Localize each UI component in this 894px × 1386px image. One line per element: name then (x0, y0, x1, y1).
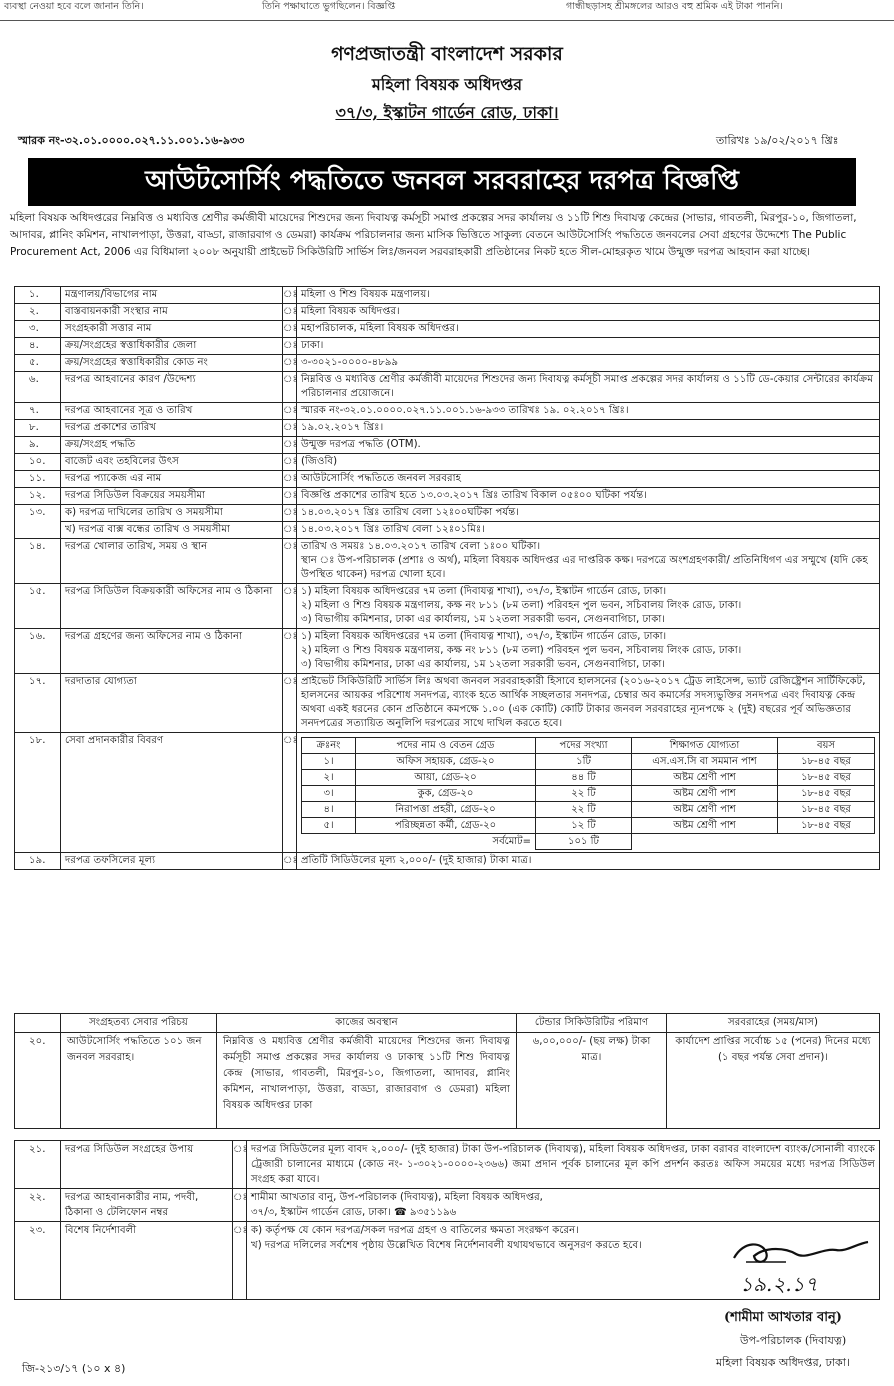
instruction-b: খ) দরপত্র দলিলের সর্বশেষ পৃষ্ঠায় উল্লেখিত বিশেষ নির্দেশনাবলী যথাযথভাবে অনুসরণ করতে হবে। (251, 1240, 642, 1251)
staff-cell: ৪৪ টি (536, 770, 632, 786)
table-row: ৯. ক্রয়/সংগ্রহ পদ্ধতি ঃ উন্মুক্ত দরপত্র পদ্ধতি (OTM). (15, 437, 880, 454)
staff-row (302, 754, 875, 770)
row-label: দরপত্র তফসিলের মূল্য (61, 853, 283, 870)
staff-cell: নিরাপত্তা প্রহরী, গ্রেড-২০ (356, 802, 536, 818)
staff-cell: ১। (302, 754, 356, 770)
staff-col-header: পদের সংখ্যা (536, 738, 632, 754)
staff-cell: আয়া, গ্রেড-২০ (356, 770, 536, 786)
table-row: ১. মন্ত্রণালয়/বিভাগের নাম ঃ মহিলা ও শিশু বিষয়ক মন্ত্রণালয়। (15, 287, 880, 304)
table-row: ৪. ক্রয়/সংগ্রহের স্বত্তাধিকারীর জেলা ঃ ঢাকা। (15, 338, 880, 355)
row-number: ২০. (15, 1033, 61, 1129)
issuer-name: শামীমা আখতার বানু, উপ-পরিচালক (দিবাযত্ন), মহিলা বিষয়ক অধিদপ্তর, (251, 1192, 543, 1203)
table-row: ১২. দরপত্র সিডিউল বিক্রয়ের সময়সীমা ঃ বিজ্ঞপ্তি প্রকাশের তারিখ হতে ১৩.০৩.২০১৭ খ্রিঃ তারিখ বিকাল ০৫ঃ০০ ঘটিকা পর্যন্ত। (15, 488, 880, 505)
row-label: বিশেষ নির্দেশাবলী (61, 1222, 233, 1300)
footer-code: জি-২১৩/১৭ (১০ x ৪) (22, 1362, 126, 1375)
row-label: বাজেট এবং তহবিলের উৎস (61, 454, 283, 471)
row-value: আউটসোর্সিং পদ্ধতিতে জনবল সরবরাহ (297, 471, 880, 488)
row-number: ১৭. (15, 674, 61, 733)
table-row: ১০. বাজেট এবং তহবিলের উৎস ঃ (জিওবি) (15, 454, 880, 471)
staff-cell: ৪। (302, 802, 356, 818)
table-row: ১১. দরপত্র প্যাকেজ এর নাম ঃ আউটসোর্সিং পদ্ধতিতে জনবল সরবরাহ (15, 471, 880, 488)
signer-name: (শামীমা আখতার বানু) (724, 1310, 842, 1325)
table-row-21: ২১. দরপত্র সিডিউল সংগ্রহের উপায় ঃ দরপত্র সিডিউলের মূল্য বাবদ ২,০০০/- (দুই হাজার) টাকা উপ-পরিচালক (দিবাযত্ন), মহিলা বিষয়ক অধিদপ্তর, ঢাকা বরাবর বাংলাদেশ ব্যাংক/সোনালী ব্যাংকে ট্রেজারী চালানের মাধ্যমে (কোড নং- ১-৩০২১-০০০০-২৩৬৬) জমা প্রদান পূর্বক চালানের মূল কপি প্রদর্শন করতঃ অফিস সময়ের মধ্যে দরপত্র সিডিউল সংগ্রহ করা যাবে। (15, 1141, 880, 1189)
row-value: মহাপরিচালক, মহিলা বিষয়ক অধিদপ্তর। (297, 321, 880, 338)
opening-place: স্থান ঃ উপ-পরিচালক (প্রশাঃ ও অর্থ), মহিলা বিষয়ক অধিদপ্তর এর দাপ্তরিক কক্ষ। দরপত্রে অংশগ্রহণকারী/ প্রতিনিধিগণ এর সম্মুখে (যদি কেহ উপস্থিত থাকেন) দরপত্র খোলা হবে। (301, 555, 868, 580)
staff-row (302, 802, 875, 818)
service-identity: আউটসোর্সিং পদ্ধতিতে ১০১ জন জনবল সরবরাহ। (61, 1033, 217, 1129)
table-row: ২. বাস্তবায়নকারী সংস্থার নাম ঃ মহিলা বিষয়ক অধিদপ্তর। (15, 304, 880, 321)
row-number: ১২. (15, 488, 61, 505)
row-label: দরপত্র খোলার তারিখ, সময় ও স্থান (61, 539, 283, 584)
row-number: ১৫. (15, 584, 61, 629)
row-label: সেবা প্রদানকারীর বিবরণ (61, 733, 283, 853)
row-number: ২২. (15, 1189, 61, 1222)
address-item: ৩) বিভাগীয় কমিশনার, ঢাকা এর কার্যালয়, ১ম ১২তলা সরকারী ভবন, সেগুনবাগিচা, ঢাকা। (301, 659, 665, 670)
table-row: ৬. দরপত্র আহবানের কারণ /উদ্দেশ্য ঃ নিম্নবিত্ত ও মধ্যবিত্ত শ্রেণীর কর্মজীবী মায়েদের শিশুদের জন্য দিবাযত্ন কর্মসূচী সমাপ্ত প্রকল্পের সদর কার্যালয় ও ১১টি ডে-কেয়ার সেন্টারের কার্যক্রম পরিচালনার প্রয়োজনে। (15, 372, 880, 403)
top-strip-left: ব্যবস্থা নেওয়া হবে বলে জানান তিনি। (4, 1, 144, 12)
staff-cell: অষ্টম শ্রেণী পাশ (632, 818, 778, 834)
col-header: সংগ্রহতব্য সেবার পরিচয় (61, 1014, 217, 1033)
row-number: ৪. (15, 338, 61, 355)
total-value: ১০১ টি (536, 834, 632, 850)
row-number: ১৬. (15, 629, 61, 674)
staff-cell: এস.এস.সি বা সমমান পাশ (632, 754, 778, 770)
table-row-13a: ১৩. ক) দরপত্র দাখিলের তারিখ ও সময়সীমা ঃ ১৪.০৩.২০১৭ খ্রিঃ তারিখ বেলা ১২ঃ০০ঘটিকা পর্যন্ত। (15, 505, 880, 522)
staff-cell: ১টি (536, 754, 632, 770)
service-header-row (15, 1014, 880, 1033)
row-label: দরপত্র প্যাকেজ এর নাম (61, 471, 283, 488)
staff-cell: ৩। (302, 786, 356, 802)
row-value: মহিলা ও শিশু বিষয়ক মন্ত্রণালয়। (297, 287, 880, 304)
row-value: ১৯.০২.২০১৭ খ্রিঃ। (297, 420, 880, 437)
table-row: ৭. দরপত্র আহবানের সূত্র ও তারিখ ঃ স্মারক নং-৩২.০১.০০০০.০২৭.১১.০০১.১৬-৯৩৩ তারিখঃ ১৯. ০২.২০১৭ খ্রিঃ। (15, 403, 880, 420)
staff-row (302, 818, 875, 834)
row-label: দরপত্র আহবানের সূত্র ও তারিখ (61, 403, 283, 420)
table-row-14: ১৪. দরপত্র খোলার তারিখ, সময় ও স্থান ঃ তারিখ ও সময়ঃ ১৪.০৩.২০১৭ তারিখ বেলা ১ঃ০০ ঘটিকা। স্থান ঃ উপ-পরিচালক (প্রশাঃ ও অর্থ), মহিলা বিষয়ক অধিদপ্তর এর দাপ্তরিক কক্ষ। দরপত্রে অংশগ্রহণকারী/ প্রতিনিধিগণ এর সম্মুখে (যদি কেহ উপস্থিত থাকেন) দরপত্র খোলা হবে। (15, 539, 880, 584)
staff-total-row (302, 834, 875, 850)
table-row-17: ১৭. দরদাতার যোগ্যতা ঃ প্রাইভেট সিকিউরিটি সার্ভিস লিঃ অথবা জনবল সরবরাহকারী হিসাবে হালসনের (২০১৬-২০১৭ ট্রেড লাইসেন্স, ভ্যাট রেজিষ্ট্রেশন সার্টিফিকেট, হালসনের আয়কর পরিশোধ সনদপত্র, ব্যাংক হতে আর্থিক সচ্ছলতার সনদপত্র, চেম্বার অব কমার্সের সদস্যভুক্তির সনদপত্র এবং দিবাযত্ন কেন্দ্র অথবা একই ধরনের কোন প্রতিষ্ঠানে কমপক্ষে ১.০০ (এক কোটি) কোটি টাকার জনবল সরবরাহের ন্যূনপক্ষে ২ (দুই) বছরের পূর্ব অভিজ্ঞতার সনদপত্রের সত্যায়িত অনুলিপি দরপত্রের সাথে দাখিল করতে হবে। (15, 674, 880, 733)
row-value: নিম্নবিত্ত ও মধ্যবিত্ত শ্রেণীর কর্মজীবী মায়েদের শিশুদের জন্য দিবাযত্ন কর্মসূচী সমাপ্ত প্রকল্পের সদর কার্যালয় ও ১১টি ডে-কেয়ার সেন্টারের কার্যক্রম পরিচালনার প্রয়োজনে। (297, 372, 880, 403)
row-label: সংগ্রহকারী সত্তার নাম (61, 321, 283, 338)
top-strip (0, 0, 894, 30)
row-value: উন্মুক্ত দরপত্র পদ্ধতি (OTM). (297, 437, 880, 454)
row-number: ৯. (15, 437, 61, 454)
row-value: ৩-৩০২১-০০০০-৪৮৯৯ (297, 355, 880, 372)
staff-table (301, 737, 875, 850)
col-header: কাজের অবস্থান (217, 1014, 517, 1033)
service-row (15, 1033, 880, 1129)
table-row: ৩. সংগ্রহকারী সত্তার নাম ঃ মহাপরিচালক, মহিলা বিষয়ক অধিদপ্তর। (15, 321, 880, 338)
staff-cell: ১৮-৪৫ বছর (778, 770, 875, 786)
instruction-a: ক) কর্তৃপক্ষ যে কোন দরপত্র/সকল দরপত্র গ্রহণ ও বাতিলের ক্ষমতা সংরক্ষণ করেন। (251, 1225, 579, 1236)
table-row-16: ১৬. দরপত্র গ্রহণের জন্য অফিসের নাম ও ঠিকানা ঃ ১) মহিলা বিষয়ক অধিদপ্তরের ৭ম তলা (দিবাযত্ন শাখা), ৩৭/৩, ইস্কাটন গার্ডেন রোড, ঢাকা। ২) মহিলা ও শিশু বিষয়ক মন্ত্রণালয়, কক্ষ নং ৮১১ (৮ম তলা) পরিবহন পুল ভবন, সচিবালয় লিংক রোড, ঢাকা। ৩) বিভাগীয় কমিশনার, ঢাকা এর কার্যালয়, ১ম ১২তলা সরকারী ভবন, সেগুনবাগিচা, ঢাকা। (15, 629, 880, 674)
row-number: ৬. (15, 372, 61, 403)
row-number: ২৩. (15, 1222, 61, 1300)
staff-row (302, 770, 875, 786)
table-row-22: ২২. দরপত্র আহবানকারীর নাম, পদবী, ঠিকানা ও টেলিফোন নম্বর ঃ শামীমা আখতার বানু, উপ-পরিচালক (দিবাযত্ন), মহিলা বিষয়ক অধিদপ্তর, ৩৭/৩, ইস্কাটন গার্ডেন রোড, ঢাকা। ☎ ৯৩৫১১৯৬ (15, 1189, 880, 1222)
signer-office: মহিলা বিষয়ক অধিদপ্তর, ঢাকা। (716, 1356, 850, 1369)
row-value: ঢাকা। (297, 338, 880, 355)
row-value: স্মারক নং-৩২.০১.০০০০.০২৭.১১.০০১.১৬-৯৩৩ তারিখঃ ১৯. ০২.২০১৭ খ্রিঃ। (297, 403, 880, 420)
issuer-address: ৩৭/৩, ইস্কাটন গার্ডেন রোড, ঢাকা। ☎ ৯৩৫১১৯৬ (251, 1207, 457, 1218)
table-row: ৮. দরপত্র প্রকাশের তারিখ ঃ ১৯.০২.২০১৭ খ্রিঃ। (15, 420, 880, 437)
row-label: দরপত্র প্রকাশের তারিখ (61, 420, 283, 437)
top-divider (0, 20, 894, 21)
row-value (297, 584, 880, 629)
row-value: ১৪.০৩.২০১৭ খ্রিঃ তারিখ বেলা ১২ঃ০০ঘটিকা পর্যন্ত। (297, 505, 880, 522)
staff-col-header: ক্রঃনং (302, 738, 356, 754)
row-number: ২. (15, 304, 61, 321)
govt-title: গণপ্রজাতন্ত্রী বাংলাদেশ সরকার (331, 43, 563, 65)
row-number: ৩. (15, 321, 61, 338)
row-label: ক) দরপত্র দাখিলের তারিখ ও সময়সীমা (61, 505, 283, 522)
row-number: ৭. (15, 403, 61, 420)
staff-cell: ১৮-৪৫ বছর (778, 818, 875, 834)
row-number: ১৩. (15, 505, 61, 539)
row-number: ৮. (15, 420, 61, 437)
row-value: দরপত্র সিডিউলের মূল্য বাবদ ২,০০০/- (দুই হাজার) টাকা উপ-পরিচালক (দিবাযত্ন), মহিলা বিষয়ক অধিদপ্তর, ঢাকা বরাবর বাংলাদেশ ব্যাংক/সোনালী ব্যাংকে ট্রেজারী চালানের মাধ্যমে (কোড নং- ১-৩০২১-০০০০-২৩৬৬) জমা প্রদান পূর্বক চালানের মূল কপি প্রদর্শন করতঃ অফিস সময়ের মধ্যে দরপত্র সিডিউল সংগ্রহ করা যাবে। (247, 1141, 880, 1189)
staff-cell: ১৮-৪৫ বছর (778, 754, 875, 770)
staff-cell: অফিস সহায়ক, গ্রেড-২০ (356, 754, 536, 770)
staff-cell: ৫। (302, 818, 356, 834)
row-label: বাস্তবায়নকারী সংস্থার নাম (61, 304, 283, 321)
staff-cell: ১২ টি (536, 818, 632, 834)
row-number: ১০. (15, 454, 61, 471)
supply-time: কার্যাদেশ প্রাপ্তির সর্বোচ্চ ১৫ (পনের) দিনের মধ্যে (১ বছর পর্যন্ত সেবা প্রদান)। (667, 1033, 880, 1129)
department-title: মহিলা বিষয়ক অধিদপ্তর (371, 75, 523, 94)
memo-date: তারিখঃ ১৯/০২/২০১৭ খ্রিঃ (716, 134, 839, 147)
table-row-15: ১৫. দরপত্র সিডিউল বিক্রয়কারী অফিসের নাম ও ঠিকানা ঃ ১) মহিলা বিষয়ক অধিদপ্তরের ৭ম তলা (দিবাযত্ন শাখা), ৩৭/৩, ইস্কাটন গার্ডেন রোড, ঢাকা। ২) মহিলা ও শিশু বিষয়ক মন্ত্রণালয়, কক্ষ নং ৮১১ (৮ম তলা) পরিবহন পুল ভবন, সচিবালয় লিংক রোড, ঢাকা। ৩) বিভাগীয় কমিশনার, ঢাকা এর কার্যালয়, ১ম ১২তলা সরকারী ভবন, সেগুনবাগিচা, ঢাকা। (15, 584, 880, 629)
memo-number: স্মারক নং-৩২.০১.০০০০.০২৭.১১.০০১.১৬-৯৩৩ (18, 134, 245, 147)
signature-date: ১৯.২.১৭ (740, 1272, 818, 1296)
row-number: ১৮. (15, 733, 61, 853)
row-value (247, 1189, 880, 1222)
top-strip-right: গান্ধীছড়াসহ শ্রীমঙ্গলের আরও বহু শ্রমিক এই টাকা পাননি। (566, 1, 783, 12)
row-value: বিজ্ঞপ্তি প্রকাশের তারিখ হতে ১৩.০৩.২০১৭ খ্রিঃ তারিখ বিকাল ০৫ঃ০০ ঘটিকা পর্যন্ত। (297, 488, 880, 505)
col-header: সরবরাহের (সময়/মাস) (667, 1014, 880, 1033)
row-number: ১. (15, 287, 61, 304)
address-item: ১) মহিলা বিষয়ক অধিদপ্তরের ৭ম তলা (দিবাযত্ন শাখা), ৩৭/৩, ইস্কাটন গার্ডেন রোড, ঢাকা। (301, 631, 667, 642)
staff-cell: অষ্টম শ্রেণী পাশ (632, 786, 778, 802)
row-label: দরপত্র সিডিউল বিক্রয়কারী অফিসের নাম ও ঠিকানা (61, 584, 283, 629)
row-label: খ) দরপত্র বাক্স বন্ধের তারিখ ও সময়সীমা (61, 522, 283, 539)
table-row-13b: খ) দরপত্র বাক্স বন্ধের তারিখ ও সময়সীমা ঃ ১৪.০৩.২০১৭ খ্রিঃ তারিখ বেলা ১২ঃ০১মিঃ। (15, 522, 880, 539)
staff-cell: ১৮-৪৫ বছর (778, 786, 875, 802)
row-label: ক্রয়/সংগ্রহের স্বত্তাধিকারীর জেলা (61, 338, 283, 355)
row-value: মহিলা বিষয়ক অধিদপ্তর। (297, 304, 880, 321)
row-value: প্রাইভেট সিকিউরিটি সার্ভিস লিঃ অথবা জনবল সরবরাহকারী হিসাবে হালসনের (২০১৬-২০১৭ ট্রেড লাইসেন্স, ভ্যাট রেজিষ্ট্রেশন সার্টিফিকেট, হালসনের আয়কর পরিশোধ সনদপত্র, ব্যাংক হতে আর্থিক সচ্ছলতার সনদপত্র, চেম্বার অব কমার্সের সদস্যভুক্তির সনদপত্র এবং দিবাযত্ন কেন্দ্র অথবা একই ধরনের কোন প্রতিষ্ঠানে কমপক্ষে ১.০০ (এক কোটি) কোটি টাকার জনবল সরবরাহের ন্যূনপক্ষে ২ (দুই) বছরের পূর্ব অভিজ্ঞতার সনদপত্রের সত্যায়িত অনুলিপি দরপত্রের সাথে দাখিল করতে হবে। (297, 674, 880, 733)
col-header: টেন্ডার সিকিউরিটির পরিমাণ (517, 1014, 667, 1033)
intro-paragraph: মহিলা বিষয়ক অধিদপ্তরের নিম্নবিত্ত ও মধ্যবিত্ত শ্রেণীর কর্মজীবী মায়েদের শিশুদের জন্য দিবাযত্ন কর্মসূচী সমাপ্ত প্রকল্পের সদর কার্যালয় ও ১১টি শিশু দিবাযত্ন কেন্দ্রের (সাভার, গাবতলী, মিরপুর-১০, জিগাতলা, আদাবর, প্লানিং কমিশন, নাখালপাড়া, উত্তরা, বাড্ডা, রাজারবাগ ও ডেমরা) কার্যক্রম পরিচালনার জন্য মাসিক ভিত্তিতে সাকুল্য বেতনে আউটসোর্সিং পদ্ধতিতে জনবলের সেবা গ্রহণের উদ্দেশ্যে The Public Procurement Act, 2006 এর বিধিমালা ২০০৮ অনুযায়ী প্রাইভেট সিকিউরিটি সার্ভিস লিঃ/জনবল সরবরাহকারী প্রতিষ্ঠানের নিকট হতে সীল-মোহরকৃত খামে উন্মুক্ত দরপত্র আহবান করা যাচ্ছে। (10, 212, 857, 258)
service-table (14, 1013, 880, 1129)
row-label: ক্রয়/সংগ্রহের স্বত্তাধিকারীর কোড নং (61, 355, 283, 372)
staff-row (302, 786, 875, 802)
row-label: দরপত্র আহবানকারীর নাম, পদবী, ঠিকানা ও টেলিফোন নম্বর (61, 1189, 233, 1222)
staff-col-header: পদের নাম ও বেতন গ্রেড (356, 738, 536, 754)
table-row-19: ১৯. দরপত্র তফসিলের মূল্য ঃ প্রতিটি সিডিউলের মূল্য ২,০০০/- (দুই হাজার) টাকা মাত্র। (15, 853, 880, 870)
table-row: ৫. ক্রয়/সংগ্রহের স্বত্তাধিকারীর কোড নং ঃ ৩-৩০২১-০০০০-৪৮৯৯ (15, 355, 880, 372)
staff-cell: কুক, গ্রেড-২০ (356, 786, 536, 802)
row-label: ক্রয়/সংগ্রহ পদ্ধতি (61, 437, 283, 454)
table-row-23: ২৩. বিশেষ নির্দেশাবলী ঃ ক) কর্তৃপক্ষ যে কোন দরপত্র/সকল দরপত্র গ্রহণ ও বাতিলের ক্ষমতা সংরক্ষণ করেন। খ) দরপত্র দলিলের সর্বশেষ পৃষ্ঠায় উল্লেখিত বিশেষ নির্দেশনাবলী যথাযথভাবে অনুসরণ করতে হবে। (15, 1222, 880, 1300)
row-number: ২১. (15, 1141, 61, 1189)
address-item: ১) মহিলা বিষয়ক অধিদপ্তরের ৭ম তলা (দিবাযত্ন শাখা), ৩৭/৩, ইস্কাটন গার্ডেন রোড, ঢাকা। (301, 586, 667, 597)
row-value: ১৪.০৩.২০১৭ খ্রিঃ তারিখ বেলা ১২ঃ০১মিঃ। (297, 522, 880, 539)
row-label: দরদাতার যোগ্যতা (61, 674, 283, 733)
row-value: প্রতিটি সিডিউলের মূল্য ২,০০০/- (দুই হাজার) টাকা মাত্র। (297, 853, 880, 870)
row-label: দরপত্র আহবানের কারণ /উদ্দেশ্য (61, 372, 283, 403)
row-value (297, 629, 880, 674)
staff-col-header: শিক্ষাগত যোগ্যতা (632, 738, 778, 754)
row-number: ১৯. (15, 853, 61, 870)
staff-cell: ২২ টি (536, 802, 632, 818)
staff-cell: পরিচ্ছন্নতা কর্মী, গ্রেড-২০ (356, 818, 536, 834)
row-number: ১১. (15, 471, 61, 488)
row-number: ১৪. (15, 539, 61, 584)
row-label: দরপত্র সিডিউল বিক্রয়ের সময়সীমা (61, 488, 283, 505)
staff-cell: অষ্টম শ্রেণী পাশ (632, 802, 778, 818)
address-item: ২) মহিলা ও শিশু বিষয়ক মন্ত্রণালয়, কক্ষ নং ৮১১ (৮ম তলা) পরিবহন পুল ভবন, সচিবালয় লিংক রোড, ঢাকা। (301, 645, 742, 656)
row-label: দরপত্র গ্রহণের জন্য অফিসের নাম ও ঠিকানা (61, 629, 283, 674)
row-number: ৫. (15, 355, 61, 372)
staff-cell: ১৮-৪৫ বছর (778, 802, 875, 818)
staff-cell: ২। (302, 770, 356, 786)
opening-time: তারিখ ও সময়ঃ ১৪.০৩.২০১৭ তারিখ বেলা ১ঃ০০ ঘটিকা। (301, 541, 541, 552)
row-label: মন্ত্রণালয়/বিভাগের নাম (61, 287, 283, 304)
notice-banner: আউটসোর্সিং পদ্ধতিতে জনবল সরবরাহের দরপত্র বিজ্ঞপ্তি (28, 158, 856, 206)
address-title: ৩৭/৩, ইস্কাটন গার্ডেন রোড, ঢাকা। (335, 103, 559, 122)
tender-security: ৬,০০,০০০/- (ছয় লক্ষ) টাকা মাত্র। (517, 1033, 667, 1129)
row-value: (জিওবি) (297, 454, 880, 471)
total-label: সর্বমোট= (492, 836, 531, 847)
address-item: ২) মহিলা ও শিশু বিষয়ক মন্ত্রণালয়, কক্ষ নং ৮১১ (৮ম তলা) পরিবহন পুল ভবন, সচিবালয় লিংক রোড, ঢাকা। (301, 600, 742, 611)
row-label: দরপত্র সিডিউল সংগ্রহের উপায় (61, 1141, 233, 1189)
row-value (297, 539, 880, 584)
signer-title: উপ-পরিচালক (দিবাযত্ন) (740, 1334, 847, 1347)
table-row-18: ১৮. সেবা প্রদানকারীর বিবরণ ঃ ক্রঃনং পদের নাম ও বেতন গ্রেড পদের সংখ্যা শিক্ষাগত যোগ্যতা বয়স ১। অফিস সহায়ক, গ্রেড-২০ ১টি এস.এস.সি বা সমমান পাশ ১৮-৪৫ বছর ২। আয়া, গ্রেড-২০ ৪৪ টি অষ্টম শ্রেণী পাশ ১৮-৪৫ বছর ৩। কুক, গ্রেড-২০ ২২ টি অষ্টম শ্রেণী পাশ ১৮-৪৫ বছর ৪। নিরাপত্তা প্রহরী, গ্রেড-২০ ২২ টি অষ্টম শ্রেণী পাশ ১৮-৪৫ বছর ৫। পরিচ্ছন্নতা কর্মী, গ্রেড-২০ ১২ টি অষ্টম শ্রেণী পাশ ১৮-৪৫ বছর সর্বমোট= ১০১ টি (15, 733, 880, 853)
address-item: ৩) বিভাগীয় কমিশনার, ঢাকা এর কার্যালয়, ১ম ১২তলা সরকারী ভবন, সেগুনবাগিচা, ঢাকা। (301, 614, 665, 625)
staff-cell: অষ্টম শ্রেণী পাশ (632, 770, 778, 786)
top-strip-middle: তিনি পক্ষাঘাতে ভুগছিলেন। বিজ্ঞপ্তি (262, 1, 396, 12)
tender-table (14, 286, 880, 870)
staff-cell: ২২ টি (536, 786, 632, 802)
work-location: নিম্নবিত্ত ও মধ্যবিত্ত শ্রেণীর কর্মজীবী মায়েদের শিশুদের জন্য দিবাযত্ন কর্মসূচী সমাপ্ত প্রকল্পের সদর কার্যালয় ও ঢাকাস্থ ১১টি শিশু দিবাযত্ন কেন্দ্র (সাভার, গাবতলী, মিরপুর-১০, জিগাতলা, আদাবর, প্লানিং কমিশন, নাখালপাড়া, উত্তরা, বাড্ডা, রাজারবাগ ও ডেমরা) মহিলা বিষয়ক অধিদপ্তর ঢাকা (217, 1033, 517, 1129)
staff-col-header: বয়স (778, 738, 875, 754)
